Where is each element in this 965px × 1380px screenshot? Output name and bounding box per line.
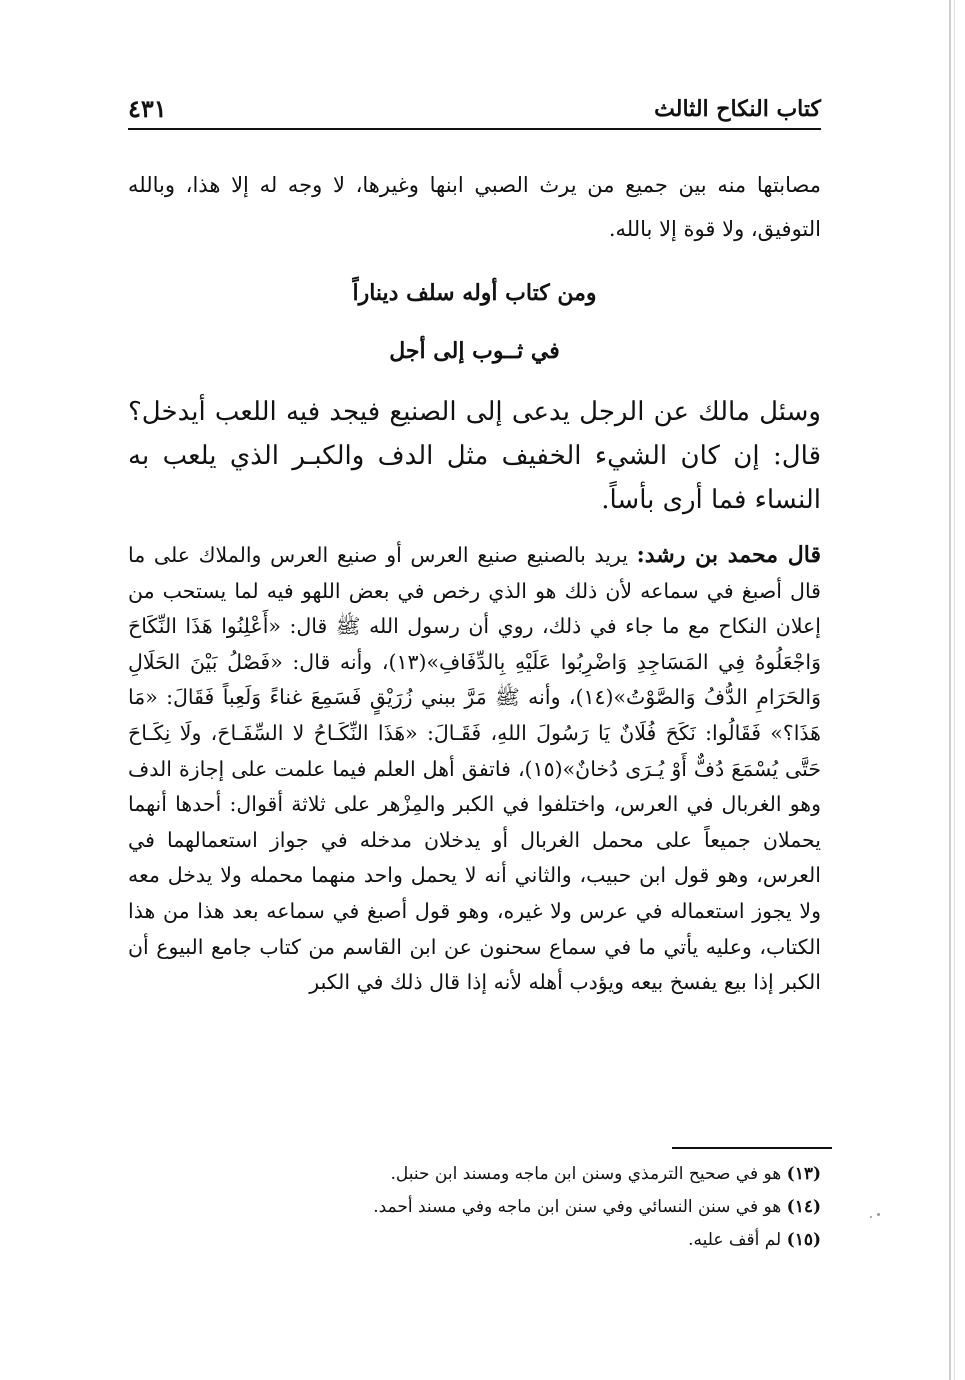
footnote-text: هو في صحيح الترمذي وسنن ابن ماجه ومسند ابن حنبل. [390, 1164, 782, 1184]
header-rule [128, 128, 821, 130]
commentary-paragraph [128, 538, 821, 1001]
continuation-paragraph: مصابتها منه بين جميع من يرث الصبي ابنها وغيرها، لا وجه له إلا هذا، وبالله التوفيق، ولا قوة إلا بالله. [128, 173, 821, 241]
footnote-13 [300, 1158, 821, 1191]
page-edge-line [949, 0, 951, 1380]
footnote-text: هو في سنن النسائي وفي سنن ابن ماجه وفي مسند أحمد. [373, 1197, 782, 1217]
page-edge-line-inner [954, 0, 955, 1380]
footnote-text: لم أقف عليه. [688, 1230, 782, 1250]
footnote-number: (١٥) [786, 1230, 821, 1250]
footnote-number: (١٣) [786, 1164, 821, 1184]
scan-speck [870, 1216, 872, 1218]
section-heading-line1: ومن كتاب أوله سلف ديناراً [352, 280, 597, 306]
running-title: كتاب النكاح الثالث [654, 96, 821, 122]
footnotes [300, 1158, 821, 1257]
footnote-number: (١٤) [786, 1197, 821, 1217]
footnote-15 [300, 1224, 821, 1257]
scan-speck [877, 1213, 880, 1216]
section-heading-line2: في ثــوب إلى أجل [389, 338, 560, 364]
question-paragraph: وسئل مالك عن الرجل يدعى إلى الصنيع فيجد فيه اللعب أيدخل؟ قال: إن كان الشيء الخفيف مثل الدف والكبـر الذي يلعب به النساء فما أرى بأساً. [128, 397, 821, 515]
running-header [128, 92, 821, 130]
footnote-separator [672, 1147, 832, 1149]
page-number: ٤٣١ [128, 94, 167, 123]
commentary-text: يريد بالصنيع صنيع العرس أو صنيع العرس والملاك على ما قال أصبغ في سماعه لأن ذلك هو الذي رخص في بعض اللهو فيه لما يستحب من إعلان النكاح مع ما جاء في ذلك، روي أن رسول الله ﷺ قال: «أَعْلِنُوا هَذَا النِّكَاحَ وَاجْعَلُوهُ فِي المَسَاجِدِ وَاضْرِبُوا عَلَيْهِ بِالدِّفَافِ»(١٣)، وأنه قال: «فَصْلُ بَيْنَ الحَلَالِ وَالحَرَامِ الدُّفُ وَالصَّوْتُ»(١٤)، وأنه ﷺ مَرَّ ببني زُرَيْقٍ فَسَمِعَ غناءً وَلَعِباً فَقَالَ: «مَا هَذَا؟» فَقَالُوا: نَكَحَ فُلَانٌ يَا رَسُولَ اللهِ، فَقَـالَ: «هَذَا النِّكَـاحُ لا السِّفَـاحَ، ولَا نِكَـاحَ حَتَّى يُسْمَعَ دُفٌّ أَوْ يُـرَى دُخانٌ»(١٥)، فاتفق أهل العلم فيما علمت على إجازة الدف وهو الغربال في العرس، واختلفوا في الكبر والمِزْهر على ثلاثة أقوال: أحدها أنهما يحملان جميعاً على محمل الغربال أو يدخلان مدخله في جواز استعمالهما في العرس، وهو قول ابن حبيب، والثاني أنه لا يحمل واحد منهما محمله ولا يدخل معه ولا يجوز استعماله في عرس ولا غيره، وهو قول أصبغ في سماعه بعد هذا من هذا الكتاب، وعليه يأتي ما في سماع سحنون عن ابن القاسم من كتاب جامع البيوع أن الكبر إذا بيع يفسخ بيعه ويؤدب أهله لأنه إذا قال ذلك في الكبر [128, 543, 822, 995]
footnote-14 [300, 1191, 821, 1224]
commentator-label: قال محمد بن رشد: [636, 542, 821, 568]
